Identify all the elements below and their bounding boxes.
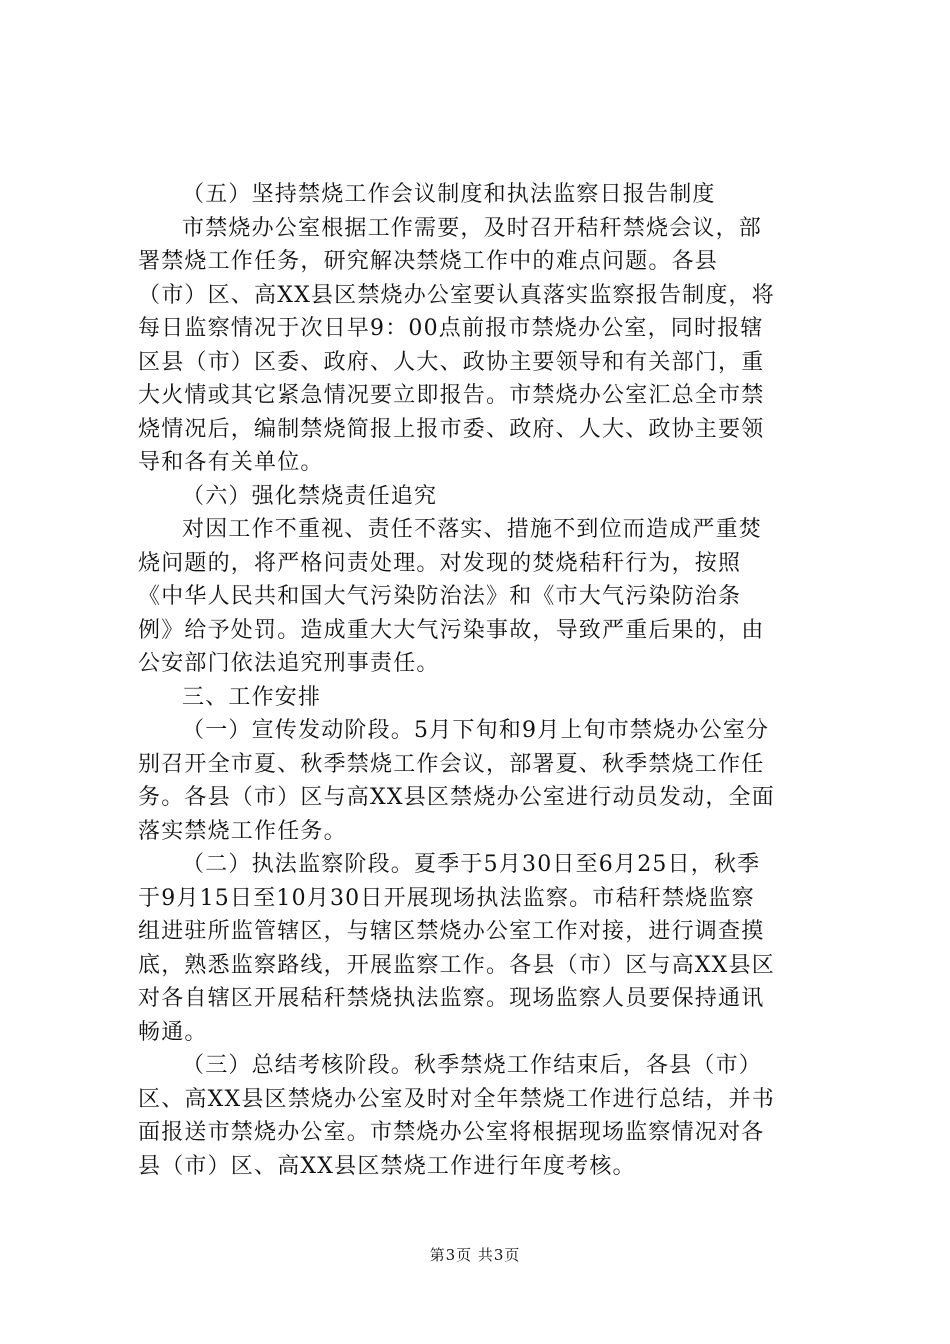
paragraph-line: 烧情况后，编制禁烧简报上报市委、政府、人大、政协主要领 [138, 416, 765, 442]
section-heading-6: （六）强化禁烧责任追究 [182, 483, 438, 509]
paragraph-line: 例》给予处罚。造成重大大气污染事故，导致严重后果的，由 [138, 617, 765, 643]
paragraph-line: 务。各县（市）区与高XX县区禁烧办公室进行动员发动，全面 [138, 785, 775, 810]
paragraph-line: 大火情或其它紧急情况要立即报告。市禁烧办公室汇总全市禁 [138, 383, 765, 408]
section-heading-3: 三、工作安排 [182, 684, 322, 710]
paragraph-line: 别召开全市夏、秋季禁烧工作会议，部署夏、秋季禁烧工作任 [138, 751, 765, 777]
paragraph-line: 公安部门依法追究刑事责任。 [138, 651, 440, 676]
paragraph-line: 区县（市）区委、政府、人大、政协主要领导和有关部门，重 [138, 349, 765, 375]
page-number-footer: 第3页 共3页 [429, 1246, 521, 1264]
paragraph-line: 区、高XX县区禁烧办公室及时对全年禁烧工作进行总结，并书 [138, 1086, 775, 1112]
paragraph-line: 每日监察情况于次日早9：00点前报市禁烧办公室，同时报辖 [138, 316, 764, 341]
paragraph-line: 署禁烧工作任务，研究解决禁烧工作中的难点问题。各县 [138, 249, 719, 274]
paragraph-line: 市禁烧办公室根据工作需要，及时召开秸秆禁烧会议，部 [182, 215, 763, 241]
paragraph-line: 对因工作不重视、责任不落实、措施不到位而造成严重焚 [182, 517, 763, 542]
paragraph-line: 对各自辖区开展秸秆禁烧执法监察。现场监察人员要保持通讯 [138, 986, 765, 1011]
paragraph-line: 落实禁烧工作任务。 [138, 818, 347, 844]
paragraph-line: 畅通。 [138, 1019, 208, 1045]
paragraph-line: 导和各有关单位。 [138, 450, 324, 475]
paragraph-line: 县（市）区、高XX县区禁烧工作进行年度考核。 [138, 1153, 636, 1179]
paragraph-line: 组进驻所监管辖区，与辖区禁烧办公室工作对接，进行调查摸 [138, 919, 765, 944]
paragraph-line: （三）总结考核阶段。秋季禁烧工作结束后，各县（市） [182, 1053, 763, 1078]
paragraph-line: 烧问题的，将严格问责处理。对发现的焚烧秸秆行为，按照 [138, 550, 742, 576]
paragraph-line: （二）执法监察阶段。夏季于5月30日至6月25日，秋季 [182, 852, 761, 877]
paragraph-line: 面报送市禁烧办公室。市禁烧办公室将根据现场监察情况对各 [138, 1120, 765, 1145]
paragraph-line: 《中华人民共和国大气污染防治法》和《市大气污染防治条 [138, 584, 742, 609]
paragraph-line: 底，熟悉监察路线，开展监察工作。各县（市）区与高XX县区 [138, 952, 775, 978]
paragraph-line: （市）区、高XX县区禁烧办公室要认真落实监察报告制度，将 [138, 282, 775, 308]
paragraph-line: 于9月15日至10月30日开展现场执法监察。市秸秆禁烧监察 [138, 885, 755, 911]
section-heading-5: （五）坚持禁烧工作会议制度和执法监察日报告制度 [182, 182, 716, 207]
paragraph-line: （一）宣传发动阶段。5月下旬和9月上旬市禁烧办公室分 [182, 718, 770, 743]
document-body [138, 178, 828, 1183]
